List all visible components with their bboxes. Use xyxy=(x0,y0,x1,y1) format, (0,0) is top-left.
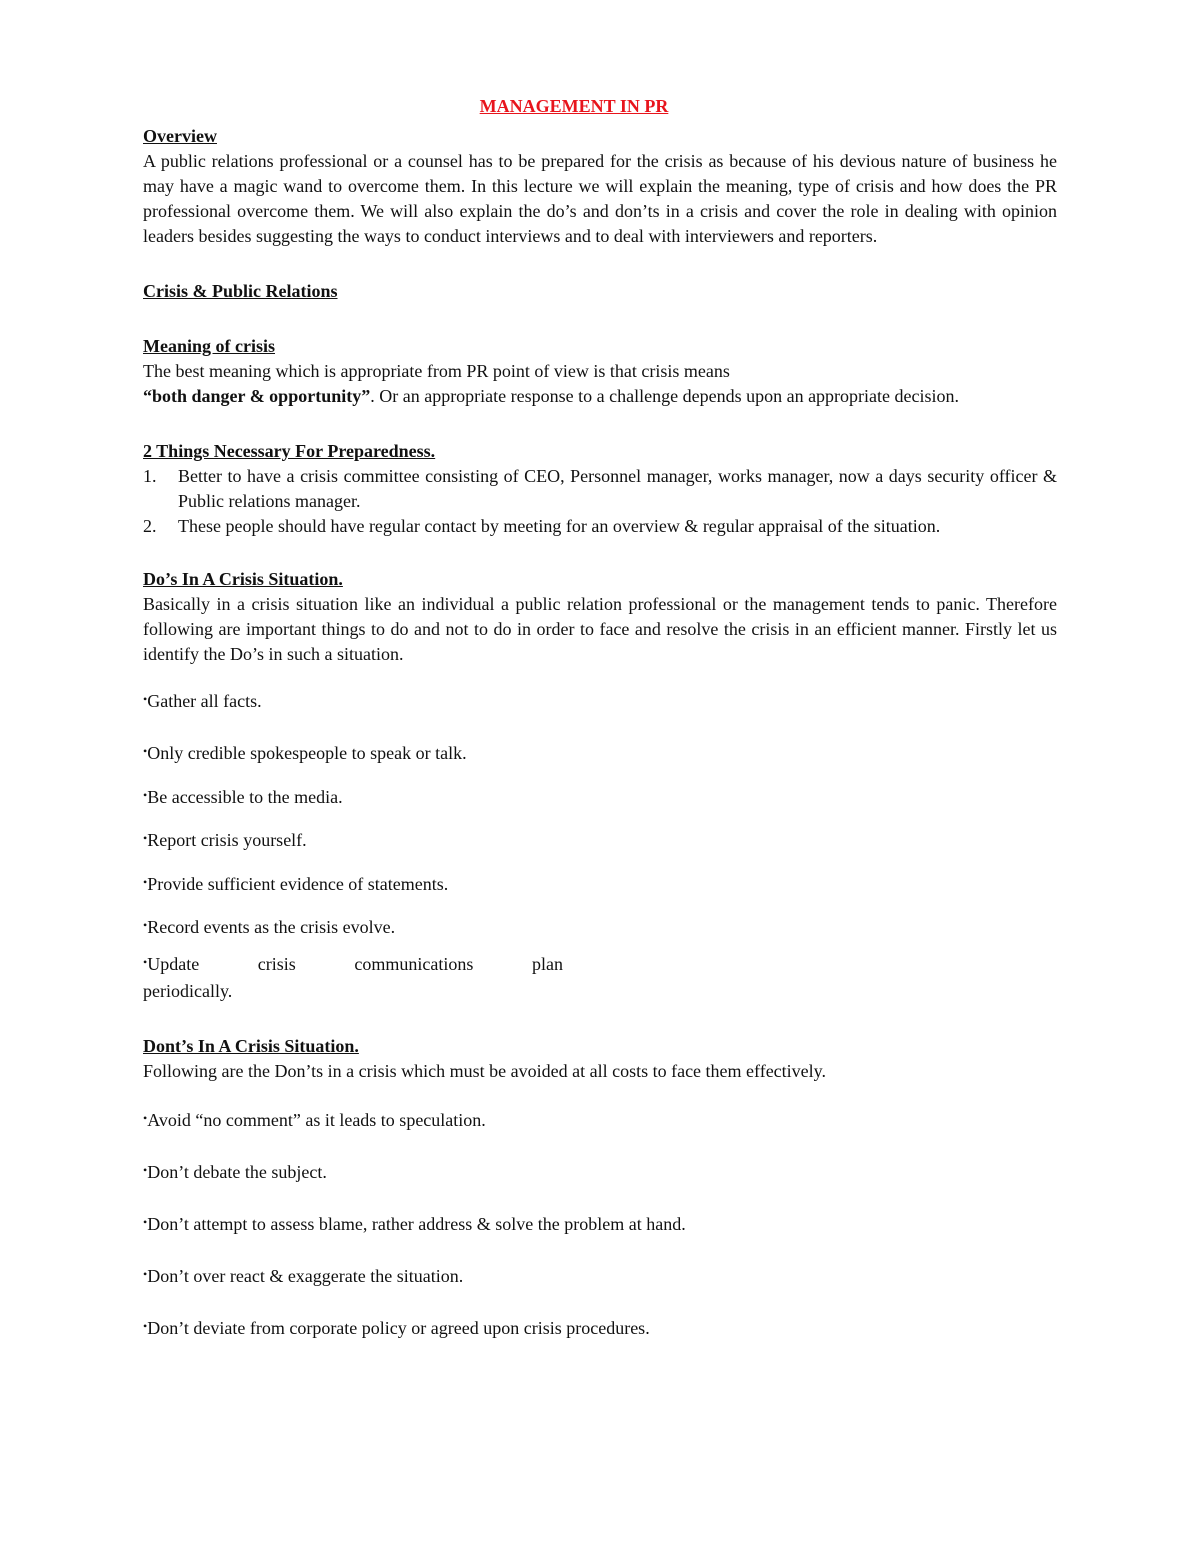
list-item-text: Avoid “no comment” as it leads to speculation. xyxy=(147,1110,486,1130)
bullet-icon: • xyxy=(143,1163,148,1177)
list-item xyxy=(143,687,1057,714)
crisis-pr-heading: Crisis & Public Relations xyxy=(143,281,338,301)
list-item xyxy=(143,826,1057,853)
meaning-bold-quote: “both danger & opportunity” xyxy=(143,386,371,406)
list-item xyxy=(143,514,1057,539)
meaning-rest: . Or an appropriate response to a challenge depends upon an appropriate decision. xyxy=(370,386,960,406)
list-item-text: Record events as the crisis evolve. xyxy=(147,917,396,937)
preparedness-list xyxy=(143,464,1057,539)
list-item xyxy=(143,950,563,977)
list-item-text: Gather all facts. xyxy=(147,691,262,711)
overview-paragraph: A public relations professional or a counsel has to be prepared for the crisis as because of his devious nature of business he may have a magic wand to overcome them. In this lecture we will explain the meaning, type of crisis and how does the PR professional overcome them. We will also explain the do’s and don’ts in a crisis and cover the role in dealing with opinion leaders besides suggesting the ways to conduct interviews and to deal with interviewers and reporters. xyxy=(143,151,1057,246)
dos-heading: Do’s In A Crisis Situation. xyxy=(143,569,343,589)
dos-intro: Basically in a crisis situation like an individual a public relation professional or the management tends to panic. Therefore following are important things to do and not to do in order to face and resolve the crisis in an efficient manner. Firstly let us identify the Do’s in such a situation. xyxy=(143,594,1057,664)
list-item-continuation: periodically. xyxy=(143,981,233,1001)
list-item-text: Don’t deviate from corporate policy or agreed upon crisis procedures. xyxy=(147,1318,650,1338)
list-number: 1. xyxy=(143,466,157,486)
list-item-text: Don’t attempt to assess blame, rather address & solve the problem at hand. xyxy=(147,1214,686,1234)
donts-heading: Dont’s In A Crisis Situation. xyxy=(143,1036,359,1056)
list-item-text: Be accessible to the media. xyxy=(147,787,343,807)
document-page xyxy=(143,94,1057,1341)
list-item xyxy=(143,783,1057,810)
list-item xyxy=(143,913,1057,940)
list-item xyxy=(143,870,1057,897)
bullet-icon: • xyxy=(143,744,148,758)
bullet-icon: • xyxy=(143,955,148,969)
list-item-text: These people should have regular contact by meeting for an overview & regular appraisal of the situation. xyxy=(178,516,941,536)
list-item-text: Only credible spokespeople to speak or talk. xyxy=(147,743,467,763)
bullet-icon: • xyxy=(143,1267,148,1281)
list-item xyxy=(143,1158,1057,1185)
list-item-text: Update crisis communications plan xyxy=(147,954,563,974)
list-item-text: Report crisis yourself. xyxy=(147,830,307,850)
bullet-icon: • xyxy=(143,1215,148,1229)
list-item-text: Better to have a crisis committee consisting of CEO, Personnel manager, works manager, now a days security officer & Public relations manager. xyxy=(178,466,1057,511)
bullet-icon: • xyxy=(143,918,148,932)
donts-intro: Following are the Don’ts in a crisis which must be avoided at all costs to face them effectively. xyxy=(143,1061,826,1081)
list-item xyxy=(143,1262,1057,1289)
overview-heading: Overview xyxy=(143,126,217,146)
list-number: 2. xyxy=(143,516,157,536)
bullet-icon: • xyxy=(143,1111,148,1125)
list-item xyxy=(143,1210,1057,1237)
meaning-heading: Meaning of crisis xyxy=(143,336,275,356)
list-item xyxy=(143,739,1057,766)
bullet-icon: • xyxy=(143,692,148,706)
preparedness-heading: 2 Things Necessary For Preparedness. xyxy=(143,441,436,461)
list-item xyxy=(143,1106,1057,1133)
list-item-text: Provide sufficient evidence of statements. xyxy=(147,874,449,894)
page-title: MANAGEMENT IN PR xyxy=(479,96,669,116)
list-item-text: Don’t over react & exaggerate the situation. xyxy=(147,1266,464,1286)
list-item-text: Don’t debate the subject. xyxy=(147,1162,327,1182)
bullet-icon: • xyxy=(143,875,148,889)
list-item xyxy=(143,1314,1057,1341)
bullet-icon: • xyxy=(143,1319,148,1333)
list-item xyxy=(143,464,1057,514)
meaning-paragraph xyxy=(143,384,1057,409)
bullet-icon: • xyxy=(143,831,148,845)
bullet-icon: • xyxy=(143,788,148,802)
meaning-line: The best meaning which is appropriate from PR point of view is that crisis means xyxy=(143,361,730,381)
